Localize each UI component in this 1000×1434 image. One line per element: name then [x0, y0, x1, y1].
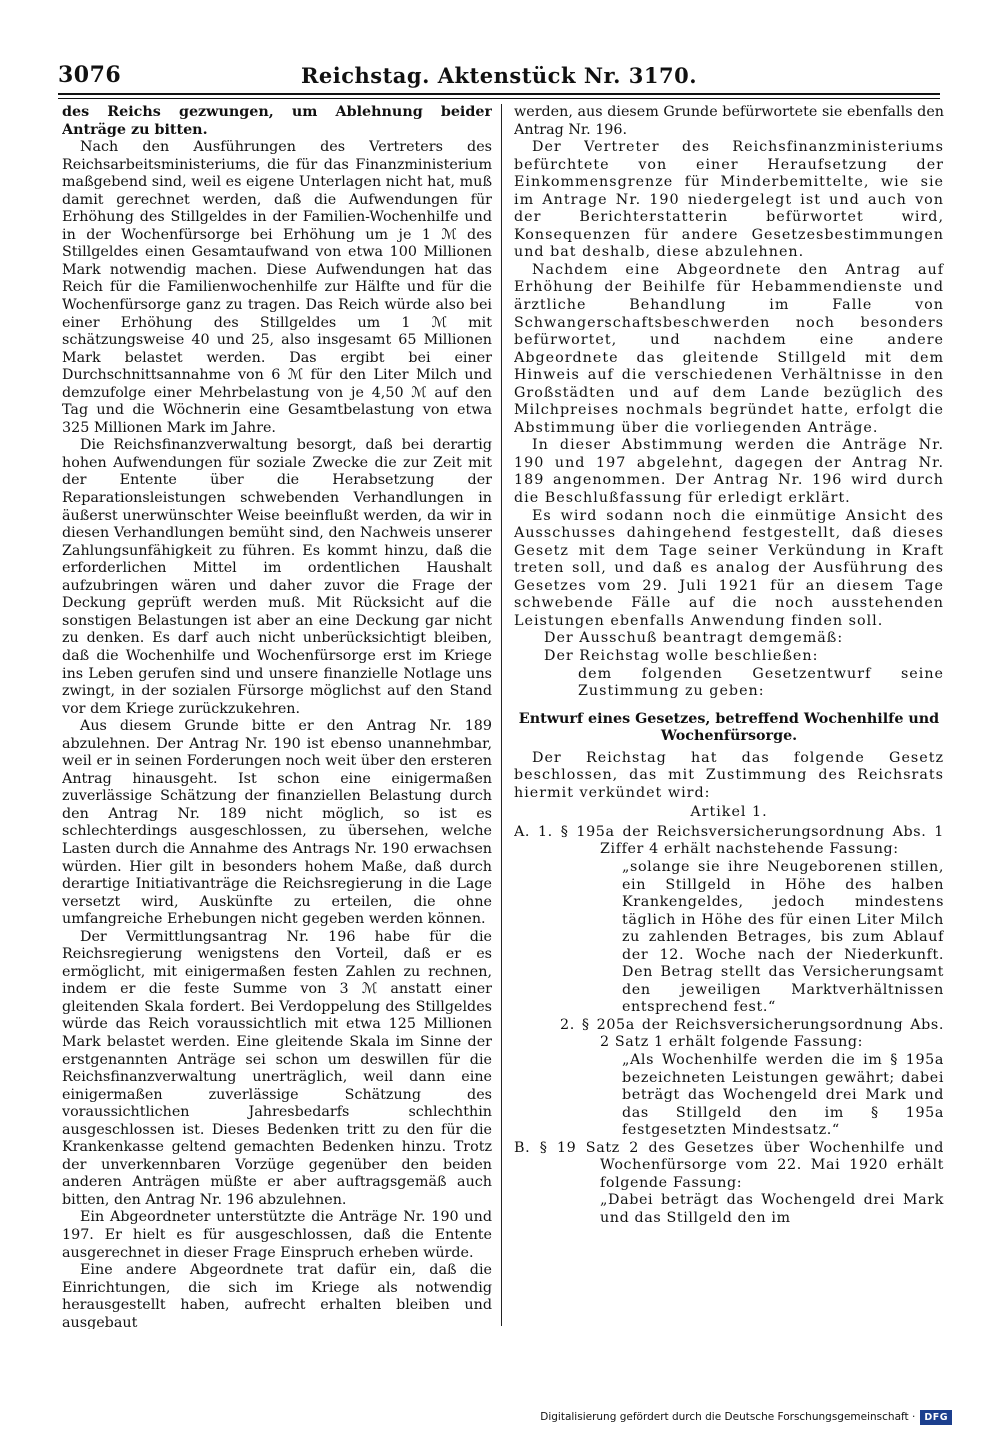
header-rule-thin [58, 98, 940, 99]
paragraph: Der Vertreter des Reichsfinanzministeriums befürchtete von einer Heraufsetzung der Einkommensgrenze für Minderbemittelte, wie sie im Antrage Nr. 190 niedergelegt ist und auch von der Berichterstatterin befürwortet wird, Konsequenzen für andere Gesetzesbestimmungen und bat deshalb, diese abzulehnen. [514, 139, 944, 261]
paragraph: In dieser Abstimmung werden die Anträge Nr. 190 und 197 abgelehnt, dagegen der Antrag Nr. 189 angenommen. Der Antrag Nr. 196 wird durch die Beschlußfassung für erledigt erklärt. [514, 437, 944, 507]
column-divider [501, 104, 502, 1326]
paragraph: A. 1. § 195a der Reichsversicherungsordnung Abs. 1 Ziffer 4 erhält nachstehende Fassung: [514, 823, 944, 858]
dfg-logo: DFG [920, 1410, 952, 1425]
paragraph: B. § 19 Satz 2 des Gesetzes über Wochenhilfe und Wochenfürsorge vom 22. Mai 1920 erhält folgende Fassung: [514, 1139, 944, 1191]
paragraph: „solange sie ihre Neugeborenen stillen, ein Stillgeld in Höhe des halben Krankengeldes, jedoch mindestens täglich in Höhe des für einen Liter Milch zu zahlenden Betrages, bis zum Ablauf der 12. Woche nach der Niederkunft. Den Betrag stellt das Versicherungsamt den jeweiligen Marktverhältnissen entsprechend fest.“ [622, 858, 944, 1016]
paragraph: Der Vermittlungsantrag Nr. 196 habe für die Reichsregierung wenigstens den Vorteil, daß er es ermöglicht, mit einigermaßen festen Zahlen zu rechnen, indem er die feste Summe von 3 ℳ anstatt einer gleitenden Skala fordert. Bei Verdoppelung des Stillgeldes würde das Reich voraussichtlich mit etwa 125 Millionen Mark belastet werden. Eine gleitende Skala im Sinne der erstgenannten Anträge sei schon um deswillen für die Reichsfinanzverwaltung unerträglich, weil dann eine einigermaßen zuverlässige Schätzung des voraussichtlichen Jahresbedarfs schlechthin ausgeschlossen ist. Dieses Bedenken tritt zu den für die Krankenkasse geltend gemachten Bedenken hinzu. Trotz der unverkennbaren Vorzüge gegenüber den beiden anderen Anträgen müßte er aber auftragsgemäß auch bitten, den Antrag Nr. 196 abzulehnen. [62, 928, 492, 1208]
paragraph: Nachdem eine Abgeordnete den Antrag auf Erhöhung der Beihilfe für Hebammendienste und ärztliche Behandlung im Falle von Schwangerschaftsbeschwerden noch besonders befürwortet, und nachdem eine andere Abgeordnete das gleitende Stillgeld mit dem Hinweis auf die verschiedenen Verhältnisse in den Großstädten und auf dem Lande bezüglich des Milchpreises nochmals begründet hatte, erfolgt die Abstimmung über die vorliegenden Anträge. [514, 261, 944, 436]
paragraph: „Dabei beträgt das Wochengeld drei Mark und das Stillgeld den im [600, 1192, 944, 1226]
paragraph: 2. § 205a der Reichsversicherungsordnung Abs. 2 Satz 1 erhält folgende Fassung: [560, 1016, 944, 1051]
header-rule-thick [58, 93, 940, 95]
paragraph: Aus diesem Grunde bitte er den Antrag Nr. 189 abzulehnen. Der Antrag Nr. 190 ist ebenso unannehmbar, weil er in seinen Forderungen noch weit über den ersteren Antrag hinausgeht. Ist schon eine einigermaßen zuverlässige Schätzung der finanziellen Belastung durch den Antrag Nr. 189 nicht möglich, so ist es schlechterdings ausgeschlossen, zu übersehen, welche Lasten durch die Annahme des Antrags Nr. 190 erwachsen würden. Hier gilt in besonders hohem Maße, daß durch derartige Initiativanträge die Reichsregierung in die Lage versetzt wird, Auskünfte zu erteilen, die ohne umfangreiche Erhebungen nicht gegeben werden können. [62, 718, 492, 928]
paragraph: Der Reichstag hat das folgende Gesetz beschlossen, das mit Zustimmung des Reichsrats hiermit verkündet wird: [514, 749, 944, 801]
paragraph: Entwurf eines Gesetzes, betreffend Wochenhilfe und Wochenfürsorge. [518, 710, 940, 745]
right-column [514, 104, 944, 1329]
paragraph: Artikel 1. [690, 804, 768, 821]
left-column [62, 104, 492, 1329]
paragraph: Nach den Ausführungen des Vertreters des Reichsarbeitsministeriums, die für das Finanzministerium maßgebend sind, weil es eigene Unterlagen nicht hat, muß damit gerechnet werden, daß die Aufwendungen für Erhöhung des Stillgeldes in der Familien-Wochenhilfe und in der Wochenfürsorge bei Erhöhung um je 1 ℳ des Stillgeldes einen Gesamtaufwand von etwa 100 Millionen Mark notwendig machen. Diese Aufwendungen hat das Reich für die Familienwochenhilfe zur Hälfte und für die Wochenfürsorge ganz zu tragen. Das Reich würde also bei einer Erhöhung des Stillgeldes um 1 ℳ mit schätzungsweise 40 und 25, also insgesamt 65 Millionen Mark belastet werden. Das ergibt bei einer Durchschnittsannahme von 6 ℳ für den Liter Milch und demzufolge einer Mehrbelastung von je 4,50 ℳ auf den Tag und die Wöchnerin eine Gesamtbelastung von etwa 325 Millionen Mark im Jahre. [62, 139, 492, 436]
page-number: 3076 [58, 62, 122, 88]
paragraph: Der Ausschuß beantragt demgemäß: [544, 630, 844, 647]
paragraph: dem folgenden Gesetzentwurf seine Zustimmung zu geben: [578, 665, 944, 700]
footer [540, 1407, 952, 1427]
paragraph: „Als Wochenhilfe werden die im § 195a bezeichneten Leistungen gewährt; dabei beträgt das Wochengeld drei Mark und das Stillgeld den im § 195a festgesetzten Mindestsatz.“ [622, 1051, 944, 1139]
paragraph: des Reichs gezwungen, um Ablehnung beider Anträge zu bitten. [62, 104, 492, 138]
paragraph: Es wird sodann noch die einmütige Ansicht des Ausschusses dahingehend festgestellt, daß dieses Gesetz mit dem Tage seiner Verkündung in Kraft treten soll, und daß es analog der Ausführung des Gesetzes vom 29. Juli 1921 für an diesem Tage schwebende Fälle auf die noch ausstehenden Leistungen ebenfalls Anwendung finden soll. [514, 507, 944, 629]
paragraph: werden, aus diesem Grunde befürwortete sie ebenfalls den Antrag Nr. 196. [514, 104, 944, 138]
running-title: Reichstag. Aktenstück Nr. 3170. [300, 62, 698, 88]
page-header [58, 60, 940, 90]
paragraph: Ein Abgeordneter unterstützte die Anträge Nr. 190 und 197. Er hielt es für ausgeschlossen, daß die Entente ausgerechnet in dieser Frage Einspruch erheben würde. [62, 1209, 492, 1261]
paragraph: Der Reichstag wolle beschließen: [544, 647, 819, 664]
digitization-credit: Digitalisierung gefördert durch die Deutsche Forschungsgemeinschaft · [540, 1411, 916, 1423]
paragraph: Eine andere Abgeordnete trat dafür ein, daß die Einrichtungen, die sich im Kriege als notwendig herausgestellt haben, aufrecht erhalten bleiben und ausgebaut [62, 1262, 492, 1329]
paragraph: Die Reichsfinanzverwaltung besorgt, daß bei derartig hohen Aufwendungen für soziale Zwecke die zur Zeit mit der Entente über die Herabsetzung der Reparationsleistungen schwebenden Verhandlungen in äußerst unerwünschter Weise beeinflußt werden, da wir in diesen Verhandlungen bemüht sind, den Nachweis unserer Zahlungsunfähigkeit zu führen. Es kommt hinzu, daß die erforderlichen Mittel im ordentlichen Haushalt aufzubringen wären und daher zuvor die Frage der Deckung geprüft werden muß. Mit Rücksicht auf die sonstigen Belastungen ist aber an eine Deckung gar nicht zu denken. Es darf auch nicht unberücksichtigt bleiben, daß die Wochenhilfe und Wochenfürsorge erst im Kriege ins Leben gerufen sind und unsere finanzielle Notlage uns zwingt, in der sozialen Fürsorge möglichst auf den Stand vor dem Kriege zurückzukehren. [62, 437, 492, 717]
